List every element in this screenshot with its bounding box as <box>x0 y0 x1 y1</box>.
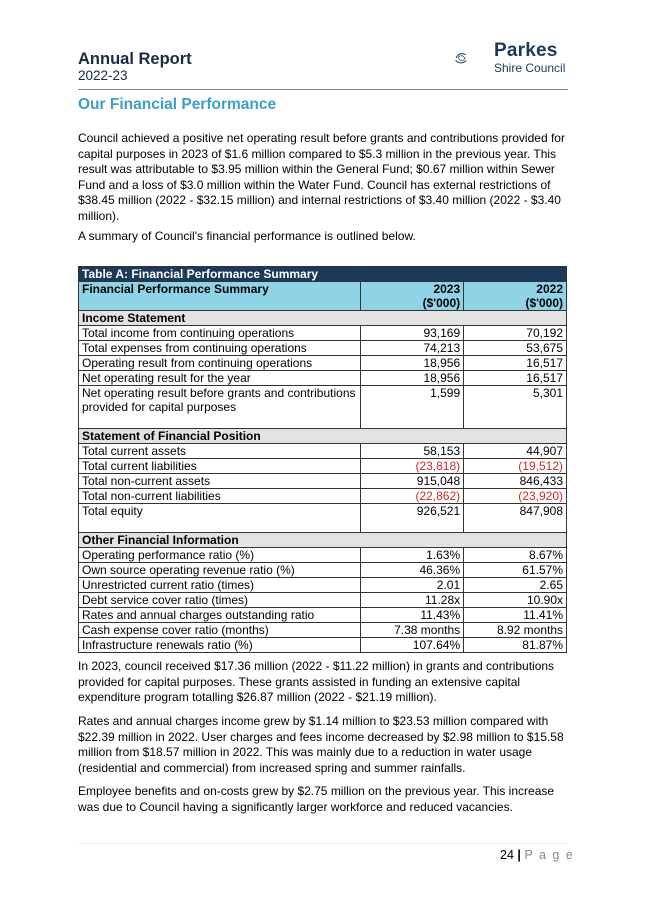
header-2022-unit: ($'000) <box>525 296 563 310</box>
financial-performance-table <box>78 266 567 653</box>
row-label: Total equity <box>79 504 361 533</box>
value-2023: 18,956 <box>361 356 464 371</box>
row-label: Debt service cover ratio (times) <box>79 593 361 608</box>
row-label: Rates and annual charges outstanding ratio <box>79 608 361 623</box>
page-word: P a g e <box>524 848 575 862</box>
parkes-logo-icon <box>455 40 495 76</box>
value-2022: 44,907 <box>464 444 567 459</box>
row-label: Total income from continuing operations <box>79 326 361 341</box>
value-2022: 2.65 <box>464 578 567 593</box>
section-row-position <box>79 429 567 444</box>
value-2023: 926,521 <box>361 504 464 533</box>
table-header-row <box>79 282 567 311</box>
section-title: Our Financial Performance <box>78 96 277 113</box>
row-label: Total current assets <box>79 444 361 459</box>
value-2022: 16,517 <box>464 356 567 371</box>
value-2023: 915,048 <box>361 474 464 489</box>
paragraph-summary-lead: A summary of Council's financial performance is outlined below. <box>78 229 416 243</box>
value-2023: 93,169 <box>361 326 464 341</box>
row-label: Own source operating revenue ratio (%) <box>79 563 361 578</box>
table-row <box>79 489 567 504</box>
logo-subtitle: Shire Council <box>494 61 566 75</box>
table-title: Table A: Financial Performance Summary <box>79 267 567 282</box>
value-2023: 2.01 <box>361 578 464 593</box>
value-2022: (23,920) <box>464 489 567 504</box>
logo-name: Parkes <box>494 40 558 61</box>
value-2023: 1,599 <box>361 386 464 429</box>
value-2023: 1.63% <box>361 548 464 563</box>
table-row <box>79 578 567 593</box>
value-2023: 46.36% <box>361 563 464 578</box>
value-2022: 8.92 months <box>464 623 567 638</box>
header-2022-year: 2022 <box>536 282 563 296</box>
value-2022: 81.87% <box>464 638 567 653</box>
value-2022: (19,512) <box>464 459 567 474</box>
table-row <box>79 386 567 429</box>
section-label: Other Financial Information <box>79 533 567 548</box>
row-label: Total non-current assets <box>79 474 361 489</box>
header-2022 <box>464 282 567 311</box>
section-row-other <box>79 533 567 548</box>
value-2023: 11.28x <box>361 593 464 608</box>
value-2022: 61.57% <box>464 563 567 578</box>
value-2023: 7.38 months <box>361 623 464 638</box>
value-2023: 74,213 <box>361 341 464 356</box>
row-label: Net operating result for the year <box>79 371 361 386</box>
page-number-value: 24 <box>500 848 514 862</box>
value-2022: 10.90x <box>464 593 567 608</box>
header-2023-unit: ($'000) <box>422 296 461 310</box>
table-row <box>79 356 567 371</box>
table-row <box>79 548 567 563</box>
section-label: Income Statement <box>79 311 567 326</box>
paragraph-intro: Council achieved a positive net operating result before grants and contributions provided for capital purposes in 2023 of $1.6 million compared to $5.3 million in the previous year. This result was attributable to $3.95 million within the General Fund; $0.67 million within Sewer Fund and a loss of $3.0 million within the Water Fund. Council has external restrictions of $38.45 million (2022 - $32.15 million) and internal restrictions of $3.40 million (2022 - $3.40 million). <box>78 131 565 223</box>
table-row <box>79 474 567 489</box>
table-row <box>79 459 567 474</box>
table-row <box>79 504 567 533</box>
table-row <box>79 444 567 459</box>
row-label: Unrestricted current ratio (times) <box>79 578 361 593</box>
paragraph-grants: In 2023, council received $17.36 million (2022 - $11.22 million) in grants and contributions provided for capital purposes. These grants assisted in funding an extensive capital expenditure program totalling $26.87 million (2022 - $21.19 million). <box>78 659 555 704</box>
value-2023: 107.64% <box>361 638 464 653</box>
table-row <box>79 593 567 608</box>
value-2023: 18,956 <box>361 371 464 386</box>
value-2022: 11.41% <box>464 608 567 623</box>
row-label: Infrastructure renewals ratio (%) <box>79 638 361 653</box>
table-row <box>79 638 567 653</box>
table-row <box>79 563 567 578</box>
table-row <box>79 623 567 638</box>
value-2022: 5,301 <box>464 386 567 429</box>
table-row <box>79 341 567 356</box>
table-row <box>79 371 567 386</box>
row-label: Operating performance ratio (%) <box>79 548 361 563</box>
paragraph-rates: Rates and annual charges income grew by $1.14 million to $23.53 million compared with $22.39 million in 2022. User charges and fees income decreased by $2.98 million to $15.58 million from $18.57 million in 2022. This was mainly due to a reduction in water usage (residential and commercial) from increased spring and summer rainfalls. <box>78 714 564 775</box>
value-2023: 11.43% <box>361 608 464 623</box>
header-label: Financial Performance Summary <box>79 282 361 311</box>
page-number <box>500 848 574 862</box>
row-label: Net operating result before grants and contributions provided for capital purposes <box>79 386 361 429</box>
value-2023: 58,153 <box>361 444 464 459</box>
table-row <box>79 608 567 623</box>
value-2023: (22,862) <box>361 489 464 504</box>
header-2023-year: 2023 <box>433 282 461 296</box>
footer-divider <box>78 843 568 844</box>
header-2023 <box>361 282 464 311</box>
section-row-income <box>79 311 567 326</box>
value-2022: 847,908 <box>464 504 567 533</box>
row-label: Cash expense cover ratio (months) <box>79 623 361 638</box>
row-label: Total current liabilities <box>79 459 361 474</box>
page-separator: | <box>517 848 521 862</box>
row-label: Total non-current liabilities <box>79 489 361 504</box>
table-title-row <box>79 267 567 282</box>
row-label: Operating result from continuing operations <box>79 356 361 371</box>
table-row <box>79 326 567 341</box>
row-label: Total expenses from continuing operations <box>79 341 361 356</box>
value-2023: (23,818) <box>361 459 464 474</box>
value-2022: 70,192 <box>464 326 567 341</box>
paragraph-employee: Employee benefits and on-costs grew by $2.75 million on the previous year. This increase was due to Council having a significantly larger workforce and reduced vacancies. <box>78 784 555 814</box>
value-2022: 8.67% <box>464 548 567 563</box>
report-title: Annual Report <box>78 50 192 68</box>
value-2022: 16,517 <box>464 371 567 386</box>
value-2022: 53,675 <box>464 341 567 356</box>
report-year: 2022-23 <box>78 68 128 83</box>
value-2022: 846,433 <box>464 474 567 489</box>
section-label: Statement of Financial Position <box>79 429 567 444</box>
header-divider <box>78 89 568 90</box>
